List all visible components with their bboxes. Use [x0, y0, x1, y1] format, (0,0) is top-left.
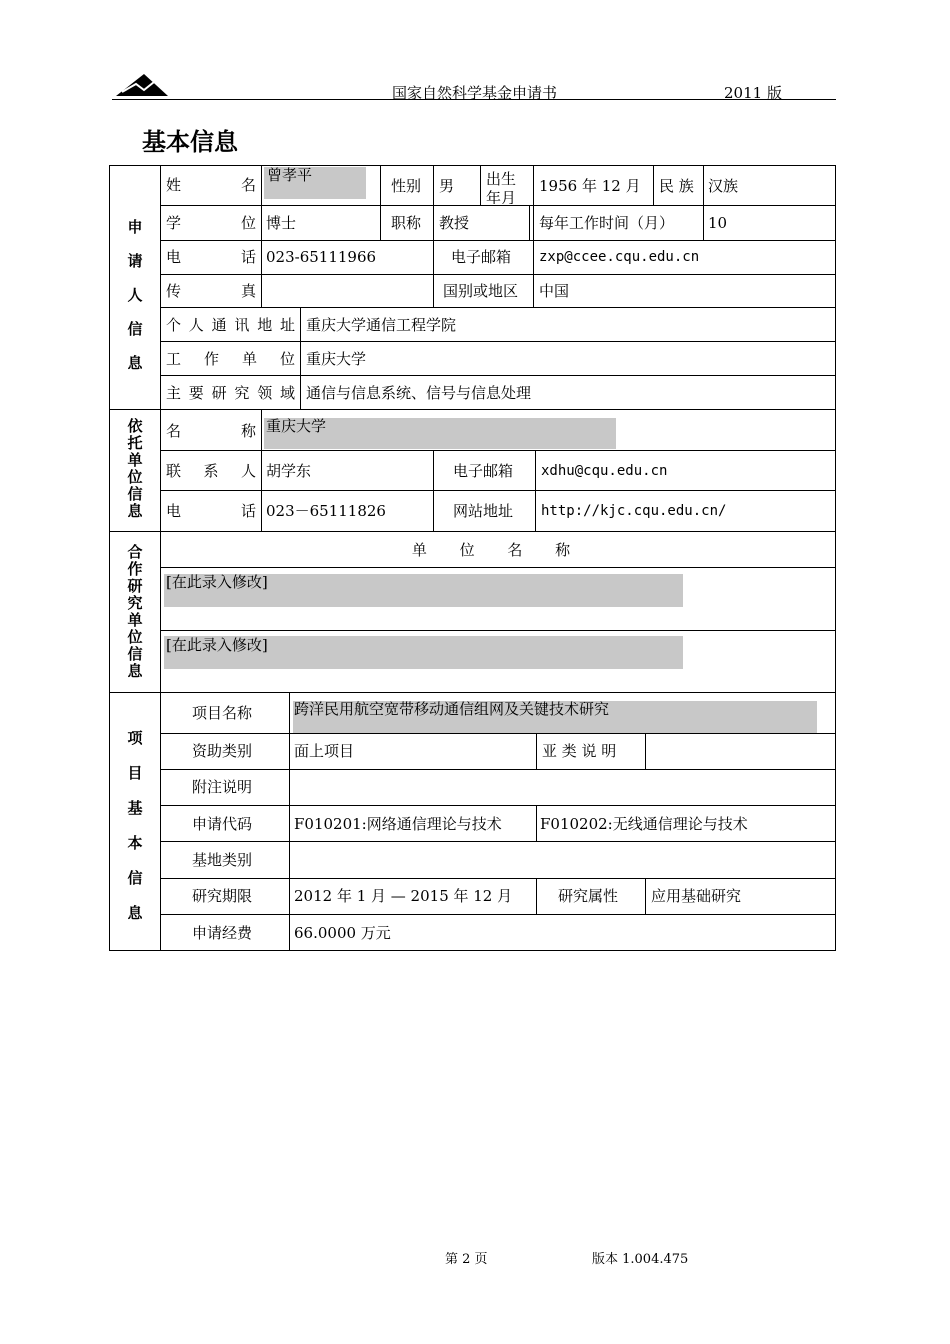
employer-label: 工 作 单 位	[166, 350, 295, 368]
gender-value: 男	[439, 177, 455, 195]
applicant-side-label: 申 请 人 信 息	[127, 218, 143, 372]
address-value: 重庆大学通信工程学院	[306, 316, 457, 334]
fax-label: 传 真	[166, 282, 256, 300]
title-value: 教授	[439, 214, 470, 232]
phone-value: 023-65111966	[266, 248, 377, 266]
host-name-value: 重庆大学	[266, 417, 327, 435]
footer-page: 第 2 页	[445, 1252, 488, 1267]
title-label: 职称	[391, 214, 422, 232]
host-email-value: xdhu@cqu.edu.cn	[541, 463, 668, 479]
nsfc-logo-icon	[114, 70, 170, 98]
period-value: 2012 年 1 月 — 2015 年 12 月	[294, 887, 513, 905]
web-label: 网站地址	[453, 502, 514, 520]
section-divider	[109, 692, 836, 693]
partner-side-label: 合 作 研 究 单 位 信 息	[127, 543, 143, 680]
ethnic-value: 汉族	[708, 177, 739, 195]
budget-value: 66.0000 万元	[294, 924, 391, 942]
partner-header: 单 位 名 称	[411, 541, 585, 559]
address-label: 个 人 通 讯 地 址	[166, 316, 295, 334]
degree-label: 学 位	[166, 214, 256, 232]
base-label: 基地类别	[192, 851, 253, 869]
section-divider	[109, 531, 836, 532]
field-label: 主 要 研 究 领 域	[166, 384, 295, 402]
project-name-label: 项目名称	[192, 704, 253, 722]
project-name-value: 跨洋民用航空宽带移动通信组网及关键技术研究	[294, 700, 610, 718]
section-divider	[109, 409, 836, 410]
country-label: 国别或地区	[443, 282, 519, 300]
phone-label: 电 话	[166, 248, 256, 266]
birth-label: 出生年月	[486, 170, 517, 204]
email-label: 电子邮箱	[451, 248, 512, 266]
host-name-label: 名 称	[166, 422, 256, 440]
applicant-name: 曾孝平	[267, 166, 313, 184]
country-value: 中国	[539, 282, 570, 300]
contact-label: 联 系 人	[166, 462, 256, 480]
field-value: 通信与信息系统、信号与信息处理	[306, 384, 532, 402]
code-label: 申请代码	[192, 815, 253, 833]
host-email-label: 电子邮箱	[453, 462, 514, 480]
degree-value: 博士	[266, 214, 297, 232]
email-value: zxp@ccee.cqu.edu.cn	[539, 249, 700, 265]
project-side-label: 项 目 基 本 信 息	[127, 729, 143, 922]
header-rule	[112, 99, 836, 100]
code-value-1: F010201:网络通信理论与技术	[294, 815, 502, 833]
host-phone-value: 023－65111826	[266, 502, 386, 520]
footer-version: 版本 1.004.475	[592, 1252, 689, 1267]
ethnic-label: 民 族	[659, 177, 694, 195]
employer-value: 重庆大学	[306, 350, 367, 368]
code-value-2: F010202:无线通信理论与技术	[540, 815, 748, 833]
header-version: 2011 版	[724, 84, 782, 102]
funding-label: 资助类别	[192, 742, 253, 760]
partner-row-1: [在此录入修改]	[166, 573, 268, 591]
funding-value: 面上项目	[294, 742, 355, 760]
host-side-label: 依 托 单 位 信 息	[127, 417, 143, 520]
partner-row-2: [在此录入修改]	[166, 636, 268, 654]
web-value: http://kjc.cqu.edu.cn/	[541, 503, 727, 519]
header-title: 国家自然科学基金申请书	[392, 84, 558, 102]
period-label: 研究期限	[192, 887, 253, 905]
worktime-label: 每年工作时间（月）	[539, 214, 675, 232]
attr-value: 应用基础研究	[651, 887, 742, 905]
attr-label: 研究属性	[558, 887, 619, 905]
birth-value: 1956 年 12 月	[539, 177, 641, 195]
contact-value: 胡学东	[266, 462, 312, 480]
section-title: 基本信息	[142, 128, 238, 156]
subclass-label: 亚 类 说 明	[542, 742, 617, 760]
budget-label: 申请经费	[192, 924, 253, 942]
name-label: 姓 名	[166, 176, 256, 194]
worktime-value: 10	[708, 214, 728, 232]
gender-label: 性别	[391, 177, 422, 195]
host-phone-label: 电 话	[166, 502, 256, 520]
note-label: 附注说明	[192, 778, 253, 796]
